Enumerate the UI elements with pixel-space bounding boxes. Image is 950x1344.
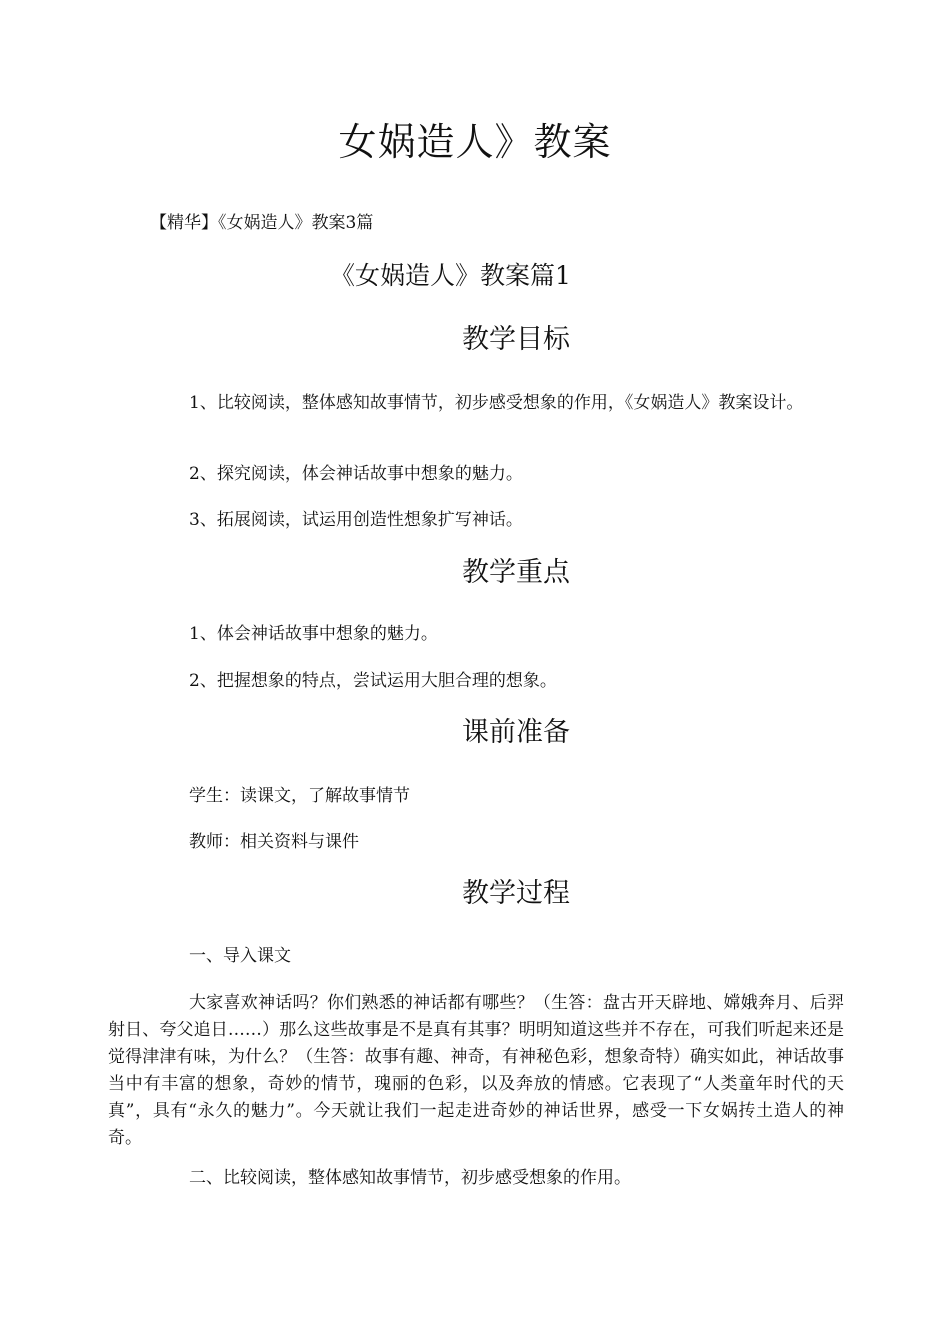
section-heading-objectives: 教学目标	[462, 324, 570, 355]
process-step-body: 大家喜欢神话吗？你们熟悉的神话都有哪些？（生答：盘古开天辟地、嫦娥奔月、后羿射日、夸父追日……）那么这些故事是不是真有其事？明明知道这些并不存在，可我们听起来还是觉得津津有味，为什么？（生答：故事有趣、神奇，有神秘色彩，想象奇特）确实如此，神话故事当中有丰富的想象，奇妙的情节，瑰丽的色彩，以及奔放的情感。它表现了“人类童年时代的天真”，具有“永久的魅力”。今天就让我们一起走进奇妙的神话世界，感受一下女娲抟土造人的神奇。	[108, 993, 844, 1148]
section-heading-key-points: 教学重点	[462, 557, 570, 588]
process-step-title: 一、导入课文	[189, 946, 291, 966]
preparation-item: 教师：相关资料与课件	[189, 832, 359, 852]
key-point-item: 2、把握想象的特点，尝试运用大胆合理的想象。	[189, 671, 557, 691]
objective-item: 2、探究阅读，体会神话故事中想象的魅力。	[189, 464, 523, 484]
article-heading: 《女娲造人》教案篇1	[330, 261, 571, 290]
preparation-item: 学生：读课文，了解故事情节	[189, 786, 410, 806]
process-step-title: 二、比较阅读，整体感知故事情节，初步感受想象的作用。	[189, 1168, 631, 1188]
key-point-item: 1、体会神话故事中想象的魅力。	[189, 624, 438, 644]
objective-item: 1、比较阅读，整体感知故事情节，初步感受想象的作用，《女娲造人》教案设计。	[189, 393, 804, 413]
document-title: 女娲造人》教案	[338, 120, 612, 164]
document-subtitle: 【精华】《女娲造人》教案3篇	[150, 213, 374, 233]
section-heading-preparation: 课前准备	[462, 717, 570, 748]
objective-item: 3、拓展阅读，试运用创造性想象扩写神话。	[189, 510, 523, 530]
section-heading-process: 教学过程	[462, 878, 570, 909]
